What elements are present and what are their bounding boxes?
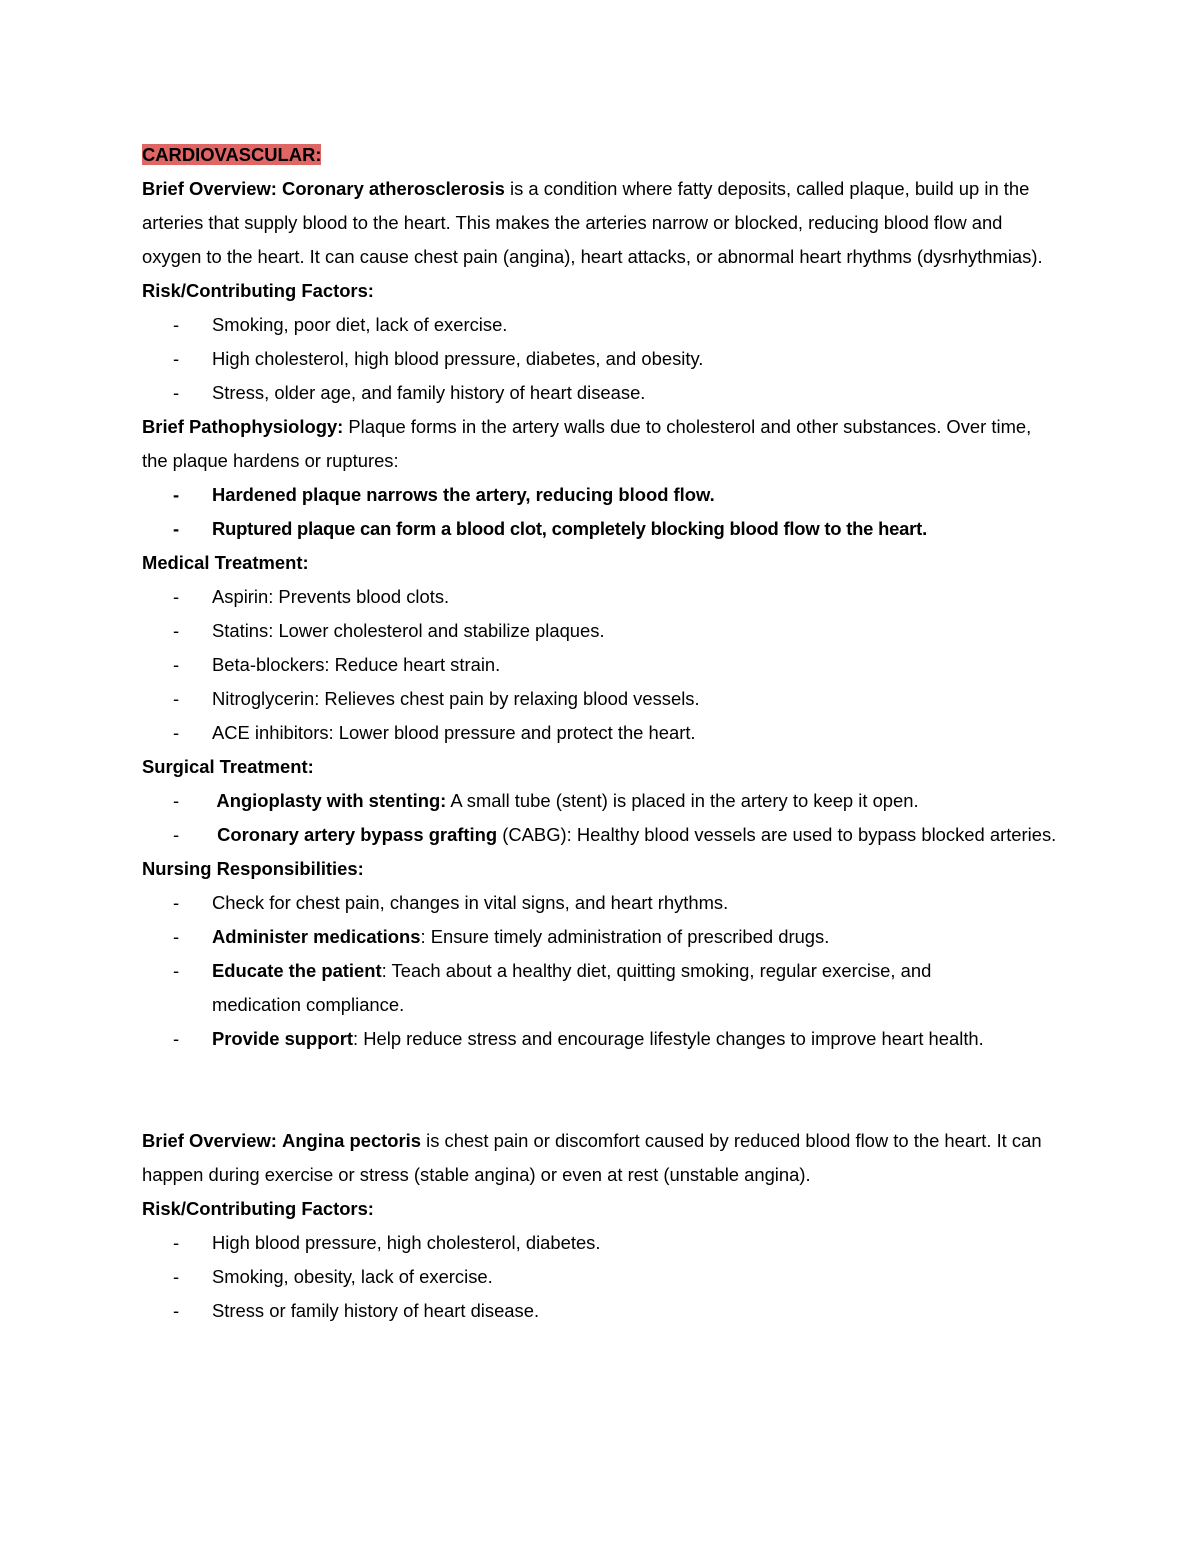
list-item bbox=[142, 818, 1062, 852]
angina-risk-heading-text: Risk/Contributing Factors: bbox=[142, 1198, 374, 1219]
list-item-text: : Ensure timely administration of prescribed drugs. bbox=[420, 926, 830, 947]
list-item bbox=[142, 886, 1062, 920]
list-item-text: High cholesterol, high blood pressure, diabetes, and obesity. bbox=[212, 348, 704, 369]
list-item-text: (CABG): Healthy blood vessels are used to bypass blocked arteries. bbox=[497, 824, 1057, 845]
angina-overview-term: Angina pectoris bbox=[282, 1130, 422, 1151]
list-item bbox=[142, 682, 1060, 716]
bullet-dash: - bbox=[173, 688, 180, 709]
list-item bbox=[142, 614, 1060, 648]
cad-overview-term: Coronary atherosclerosis bbox=[282, 178, 505, 199]
bullet-dash: - bbox=[173, 620, 180, 641]
angina-overview-text: is chest pain or discomfort caused by reduced blood flow to the heart. It can happen during exercise or stress (stable angina) or even at rest (unstable angina). bbox=[142, 1130, 1042, 1185]
list-item bbox=[142, 376, 1060, 410]
list-item bbox=[142, 784, 1062, 818]
list-item-term: Coronary artery bypass grafting bbox=[212, 824, 498, 845]
bullet-dash: - bbox=[173, 348, 180, 369]
section-title: CARDIOVASCULAR: bbox=[142, 144, 322, 165]
cad-nursing-heading-text: Nursing Responsibilities: bbox=[142, 858, 364, 879]
bullet-dash: - bbox=[173, 314, 180, 335]
list-item-text: Smoking, poor diet, lack of exercise. bbox=[212, 314, 508, 335]
bullet-dash: - bbox=[173, 1266, 180, 1287]
bullet-dash: - bbox=[173, 1232, 180, 1253]
list-item bbox=[142, 648, 1060, 682]
list-item-text: Ruptured plaque can form a blood clot, completely blocking blood flow to the heart. bbox=[212, 518, 927, 539]
cad-risk-heading-text: Risk/Contributing Factors: bbox=[142, 280, 374, 301]
list-item bbox=[142, 954, 1012, 1022]
cad-overview-text: is a condition where fatty deposits, called plaque, build up in the arteries that supply blood to the heart. This makes the arteries narrow or blocked, reducing blood flow and oxygen to the heart. It can cause chest pain (angina), heart attacks, or abnormal heart rhythms (dysrhythmias). bbox=[142, 178, 1043, 267]
bullet-dash: - bbox=[173, 824, 180, 845]
list-item-text: Smoking, obesity, lack of exercise. bbox=[212, 1266, 493, 1287]
cad-risk-heading bbox=[142, 274, 1060, 308]
list-item bbox=[142, 342, 1060, 376]
list-item bbox=[142, 920, 1062, 954]
list-item bbox=[142, 716, 1060, 750]
list-item-text: : Help reduce stress and encourage lifestyle changes to improve heart health. bbox=[353, 1028, 984, 1049]
cad-medical-heading bbox=[142, 546, 1060, 580]
list-item-term: Provide support bbox=[212, 1028, 354, 1049]
bullet-dash: - bbox=[173, 654, 180, 675]
cad-patho bbox=[142, 410, 1052, 478]
list-item-term: Angioplasty with stenting: bbox=[212, 790, 447, 811]
cad-patho-label: Brief Pathophysiology: bbox=[142, 416, 344, 437]
cad-surgical-heading-text: Surgical Treatment: bbox=[142, 756, 314, 777]
bullet-dash: - bbox=[173, 484, 180, 505]
bullet-dash: - bbox=[173, 1028, 180, 1049]
list-item-term: Administer medications bbox=[212, 926, 421, 947]
bullet-dash: - bbox=[173, 518, 179, 539]
cad-surgical-heading bbox=[142, 750, 1060, 784]
list-item-text: Stress, older age, and family history of heart disease. bbox=[212, 382, 646, 403]
bullet-dash: - bbox=[173, 926, 180, 947]
cad-overview-label: Brief Overview: bbox=[142, 178, 277, 199]
list-item-text: Statins: Lower cholesterol and stabilize plaques. bbox=[212, 620, 605, 641]
list-item bbox=[142, 478, 1060, 512]
cad-patho-text: Plaque forms in the artery walls due to cholesterol and other substances. Over time, the plaque hardens or ruptures: bbox=[142, 416, 1032, 471]
list-item bbox=[142, 1022, 1082, 1056]
bullet-dash: - bbox=[173, 382, 180, 403]
bullet-dash: - bbox=[173, 892, 180, 913]
bullet-dash: - bbox=[173, 722, 180, 743]
angina-risk-heading bbox=[142, 1192, 1060, 1226]
list-item-text: Hardened plaque narrows the artery, reducing blood flow. bbox=[212, 484, 715, 505]
cad-nursing-heading bbox=[142, 852, 1060, 886]
list-item-text: A small tube (stent) is placed in the artery to keep it open. bbox=[446, 790, 919, 811]
bullet-dash: - bbox=[173, 1300, 180, 1321]
list-item-term: Educate the patient bbox=[212, 960, 382, 981]
list-item bbox=[142, 512, 1060, 546]
section-title-line bbox=[142, 138, 1060, 172]
list-item bbox=[142, 308, 1060, 342]
list-item-text: Check for chest pain, changes in vital signs, and heart rhythms. bbox=[212, 892, 729, 913]
section-gap bbox=[142, 1056, 1060, 1124]
list-item bbox=[142, 580, 1060, 614]
cad-medical-heading-text: Medical Treatment: bbox=[142, 552, 309, 573]
bullet-dash: - bbox=[173, 960, 180, 981]
bullet-dash: - bbox=[173, 586, 180, 607]
list-item-text: Beta-blockers: Reduce heart strain. bbox=[212, 654, 501, 675]
cad-overview bbox=[142, 172, 1062, 274]
angina-overview-label: Brief Overview: bbox=[142, 1130, 277, 1151]
list-item-text: Stress or family history of heart disease. bbox=[212, 1300, 540, 1321]
list-item-text: Nitroglycerin: Relieves chest pain by relaxing blood vessels. bbox=[212, 688, 700, 709]
list-item bbox=[142, 1294, 1060, 1328]
list-item-text: High blood pressure, high cholesterol, diabetes. bbox=[212, 1232, 601, 1253]
bullet-dash: - bbox=[173, 790, 180, 811]
list-item-text: : Teach about a healthy diet, quitting smoking, regular exercise, and medication compliance. bbox=[212, 960, 932, 1015]
list-item bbox=[142, 1260, 1060, 1294]
list-item-text: Aspirin: Prevents blood clots. bbox=[212, 586, 450, 607]
list-item bbox=[142, 1226, 1060, 1260]
angina-overview bbox=[142, 1124, 1057, 1192]
list-item-text: ACE inhibitors: Lower blood pressure and protect the heart. bbox=[212, 722, 696, 743]
